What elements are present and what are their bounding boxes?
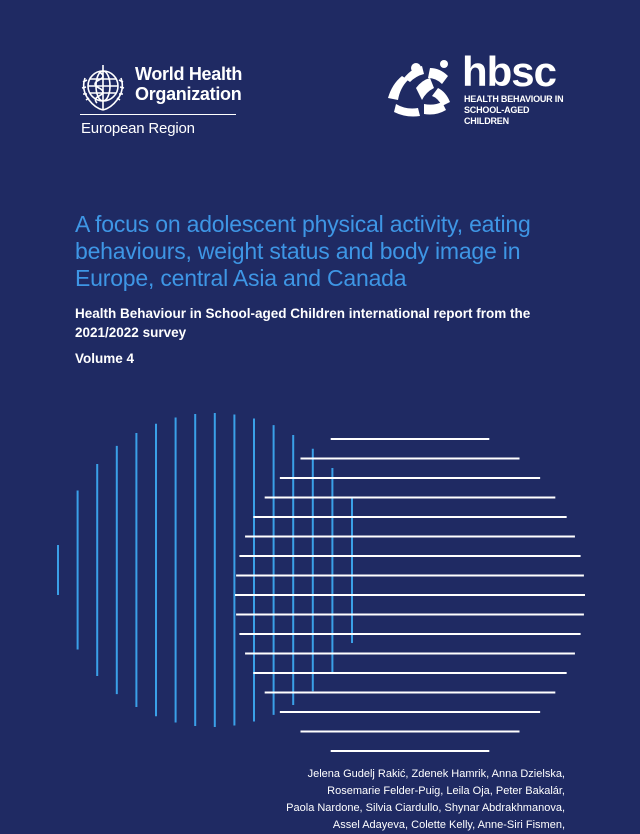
who-divider	[80, 114, 236, 115]
hbsc-logo	[386, 48, 571, 126]
author-line: Rosemarie Felder-Puig, Leila Oja, Peter Bakalár,	[327, 785, 565, 797]
who-name	[135, 64, 242, 104]
report-subtitle: Health Behaviour in School-aged Children international report from the 2021/2022 survey	[75, 306, 531, 340]
who-logo	[75, 60, 245, 140]
who-region-label: European Region	[81, 120, 195, 137]
hbsc-tagline-line1: HEALTH BEHAVIOUR IN	[464, 94, 564, 104]
volume-label: Volume 4	[75, 351, 135, 366]
hbsc-emblem-icon	[386, 58, 458, 118]
who-name-line1: World Health	[135, 64, 243, 84]
vertical-line-circle	[58, 413, 352, 727]
who-emblem-icon	[75, 60, 131, 116]
author-line: Assel Adayeva, Colette Kelly, Anne-Siri Fismen,	[332, 819, 565, 831]
horizontal-line-circle	[235, 439, 585, 751]
hbsc-tagline	[464, 94, 571, 127]
report-title: A focus on adolescent physical activity, eating behaviours, weight status and body image in Europe, central Asia and Canada	[75, 211, 531, 291]
author-line: Jelena Gudelj Rakić, Zdenek Hamrik, Anna Dzielska,	[307, 768, 565, 780]
author-list	[265, 766, 565, 834]
hbsc-tagline-line2: SCHOOL-AGED CHILDREN	[464, 105, 530, 126]
hbsc-wordmark: hbsc	[462, 48, 557, 95]
cover-graphic	[0, 370, 640, 765]
author-line: Paola Nardone, Silvia Ciardullo, Shynar Abdrakhmanova,	[286, 802, 565, 814]
who-name-line2: Organization	[135, 84, 242, 104]
